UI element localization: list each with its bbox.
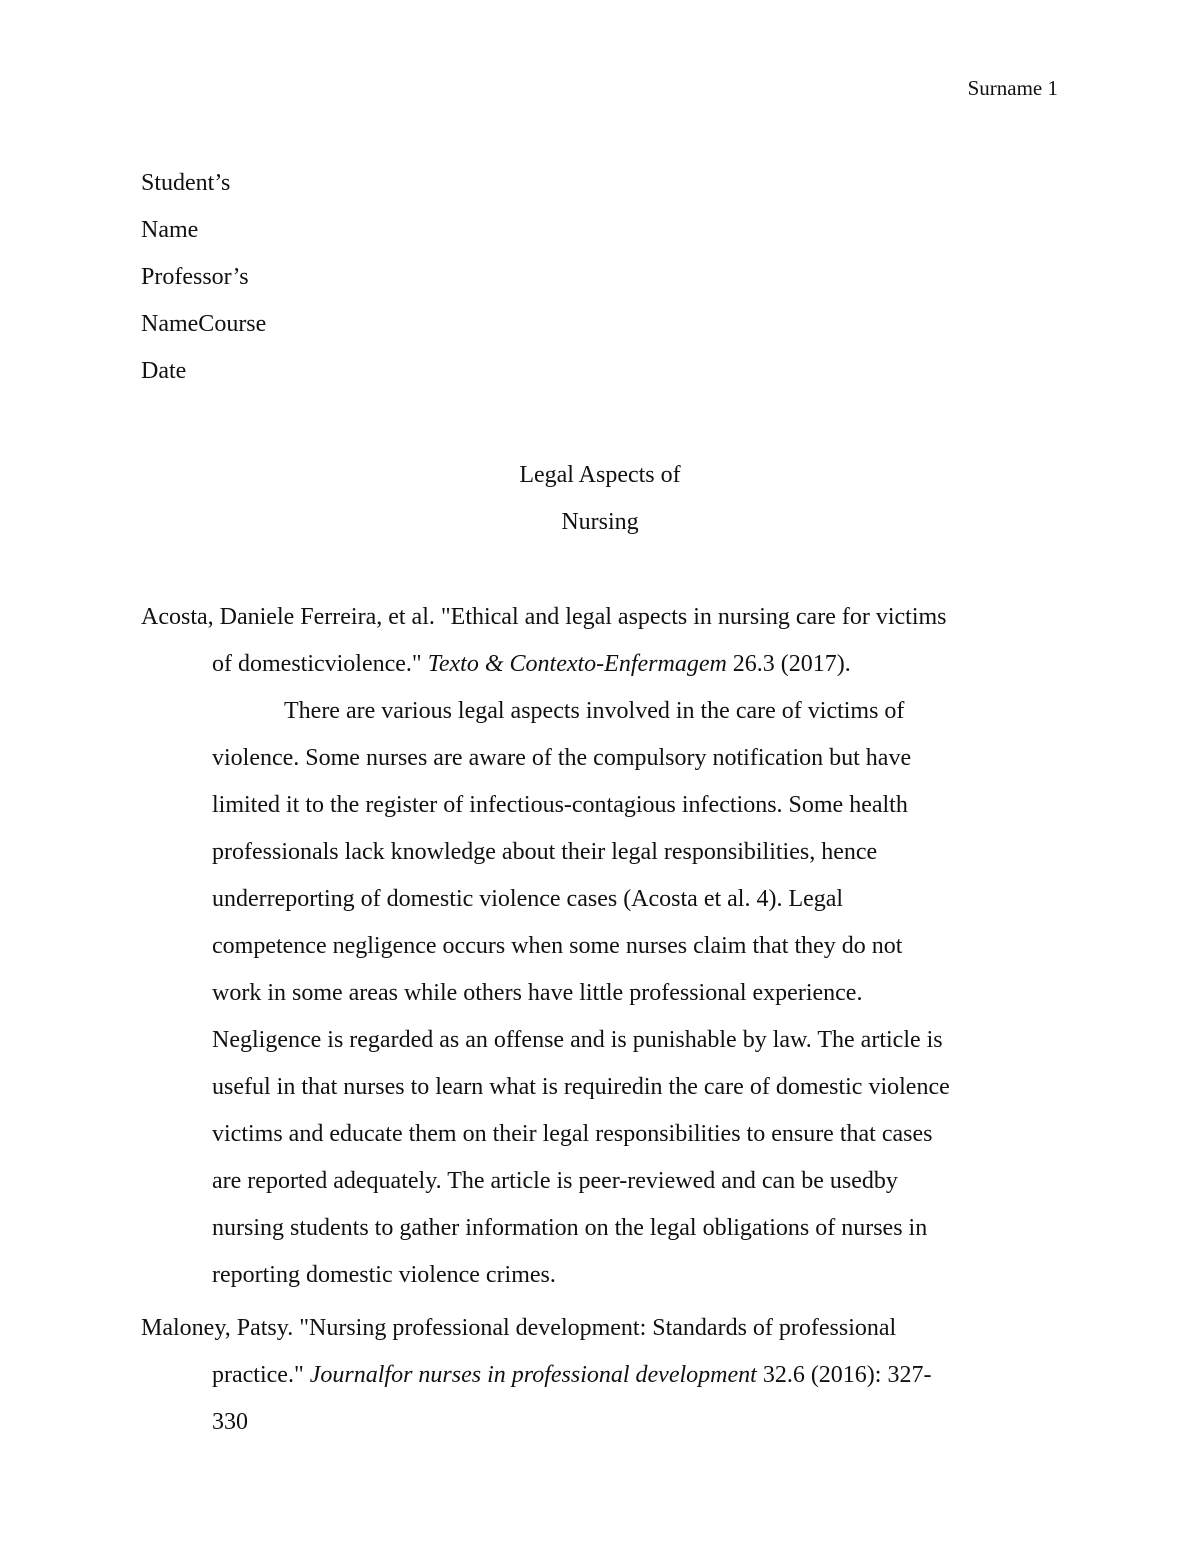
bibliography-entry-acosta (141, 600, 1071, 1305)
heading-line: Student’s (141, 170, 231, 196)
citation-text: 32.6 (2016): 327- (756, 1362, 932, 1388)
heading-line: Professor’s (141, 264, 249, 290)
citation-text: 26.3 (2017). (726, 651, 851, 677)
citation-line: Acosta, Daniele Ferreira, et al. "Ethical and legal aspects in nursing care for victims (141, 604, 947, 630)
title-line: Nursing (561, 509, 639, 535)
citation-line (141, 647, 1071, 694)
citation-line: 330 (212, 1409, 248, 1435)
document-title (0, 458, 1200, 552)
annotation-line: professionals lack knowledge about their legal responsibilities, hence (212, 839, 878, 865)
annotation-line: useful in that nurses to learn what is requiredin the care of domestic violence (212, 1074, 950, 1100)
annotation-line: nursing students to gather information on the legal obligations of nurses in (212, 1215, 928, 1241)
running-head: Surname 1 (967, 76, 1058, 100)
journal-title: Journalfor nurses in professional development (309, 1362, 757, 1388)
heading-line: Name (141, 217, 199, 243)
heading-line: Date (141, 358, 187, 384)
annotation-line: competence negligence occurs when some nurses claim that they do not (212, 933, 903, 959)
citation-text: practice." (212, 1362, 310, 1388)
annotation-line: Negligence is regarded as an offense and is punishable by law. The article is (212, 1027, 943, 1053)
annotation-line: underreporting of domestic violence cases (Acosta et al. 4). Legal (212, 886, 844, 912)
annotation-line: reporting domestic violence crimes. (212, 1262, 556, 1288)
citation-line: Maloney, Patsy. "Nursing professional development: Standards of professional (141, 1315, 897, 1341)
citation-line (141, 1358, 1071, 1405)
journal-title: Texto & Contexto-Enfermagem (427, 651, 727, 677)
heading-line: NameCourse (141, 311, 267, 337)
annotation-line: work in some areas while others have little professional experience. (212, 980, 863, 1006)
annotation-line: victims and educate them on their legal responsibilities to ensure that cases (212, 1121, 933, 1147)
citation-text: of domesticviolence." (212, 651, 428, 677)
annotation-paragraph (141, 694, 1071, 1305)
annotation-line: limited it to the register of infectious-contagious infections. Some health (212, 792, 908, 818)
bibliography-entry-maloney (141, 1311, 1071, 1452)
annotation-line: violence. Some nurses are aware of the compulsory notification but have (212, 745, 912, 771)
student-heading (141, 166, 266, 401)
annotation-line: There are various legal aspects involved in the care of victims of (284, 698, 905, 724)
title-line: Legal Aspects of (519, 462, 681, 488)
annotation-line: are reported adequately. The article is peer-reviewed and can be usedby (212, 1168, 898, 1194)
